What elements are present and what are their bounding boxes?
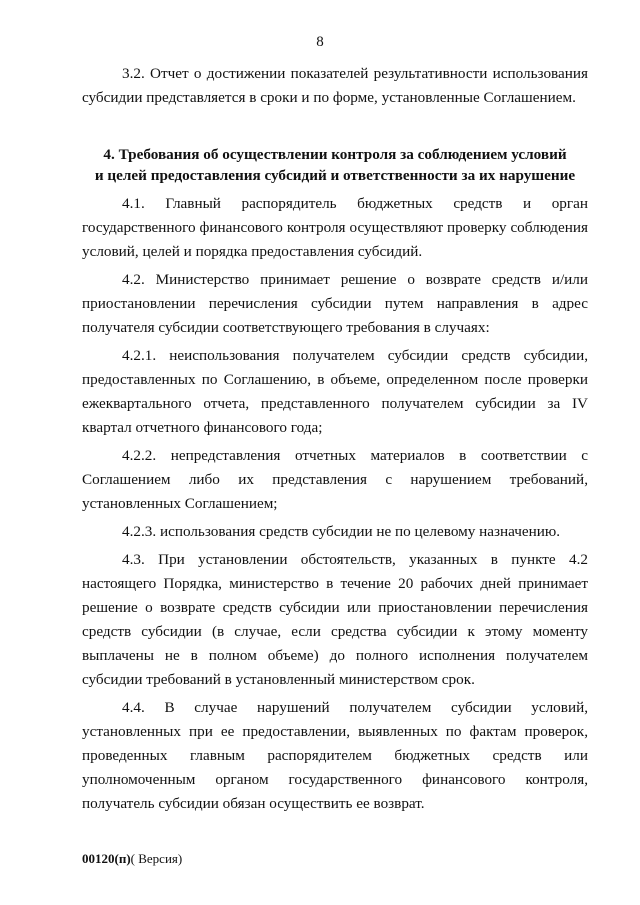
document-version: ( Версия) <box>130 851 183 866</box>
document-body <box>82 62 588 816</box>
paragraph-4-1: 4.1. Главный распорядитель бюджетных средств и орган государственного финансового контроля осуществляют проверку соблюдения условий, целей и порядка предоставления субсидий. <box>82 195 588 260</box>
footer <box>82 851 182 867</box>
section-heading <box>82 144 588 186</box>
paragraph-4-2-2: 4.2.2. непредставления отчетных материалов в соответствии с Соглашением либо их представления с нарушением требований, установленных Соглашением; <box>82 447 588 512</box>
section-heading-line-2: и целей предоставления субсидий и ответственности за их нарушение <box>94 167 576 184</box>
paragraph-4-3: 4.3. При установлении обстоятельств, указанных в пункте 4.2 настоящего Порядка, министерство в течение 20 рабочих дней принимает решение о возврате средств субсидии или приостановлении перечисления средств субсидии (в случае, если средства субсидии к этому моменту выплачены не в полном объеме) до полного исполнения получателем субсидии требований в установленный министерством срок. <box>82 551 588 688</box>
page-number: 8 <box>316 34 324 50</box>
section-heading-line-1: 4. Требования об осуществлении контроля за соблюдением условий <box>103 146 567 163</box>
paragraph-4-2-3: 4.2.3. использования средств субсидии не по целевому назначению. <box>122 523 561 540</box>
document-code: 00120(п) <box>82 851 131 866</box>
paragraph-4-2-1: 4.2.1. неиспользования получателем субсидии средств субсидии, предоставленных по Соглашению, в объеме, определенном после проверки ежеквартального отчета, представленного получателем субсидии за IV квартал отчетного финансового года; <box>82 347 588 436</box>
paragraph-4-2: 4.2. Министерство принимает решение о возврате средств и/или приостановлении перечисления субсидии путем направления в адрес получателя субсидии соответствующего требования в случаях: <box>82 271 588 336</box>
paragraph-4-4: 4.4. В случае нарушений получателем субсидии условий, установленных при ее предоставлении, выявленных по фактам проверок, проведенных главным распорядителем бюджетных средств или уполномоченным органом государственного финансового контроля, получатель субсидии обязан осуществить ее возврат. <box>82 699 588 812</box>
paragraph-3-2: 3.2. Отчет о достижении показателей результативности использования субсидии представляется в сроки и по форме, установленные Соглашением. <box>82 65 588 106</box>
